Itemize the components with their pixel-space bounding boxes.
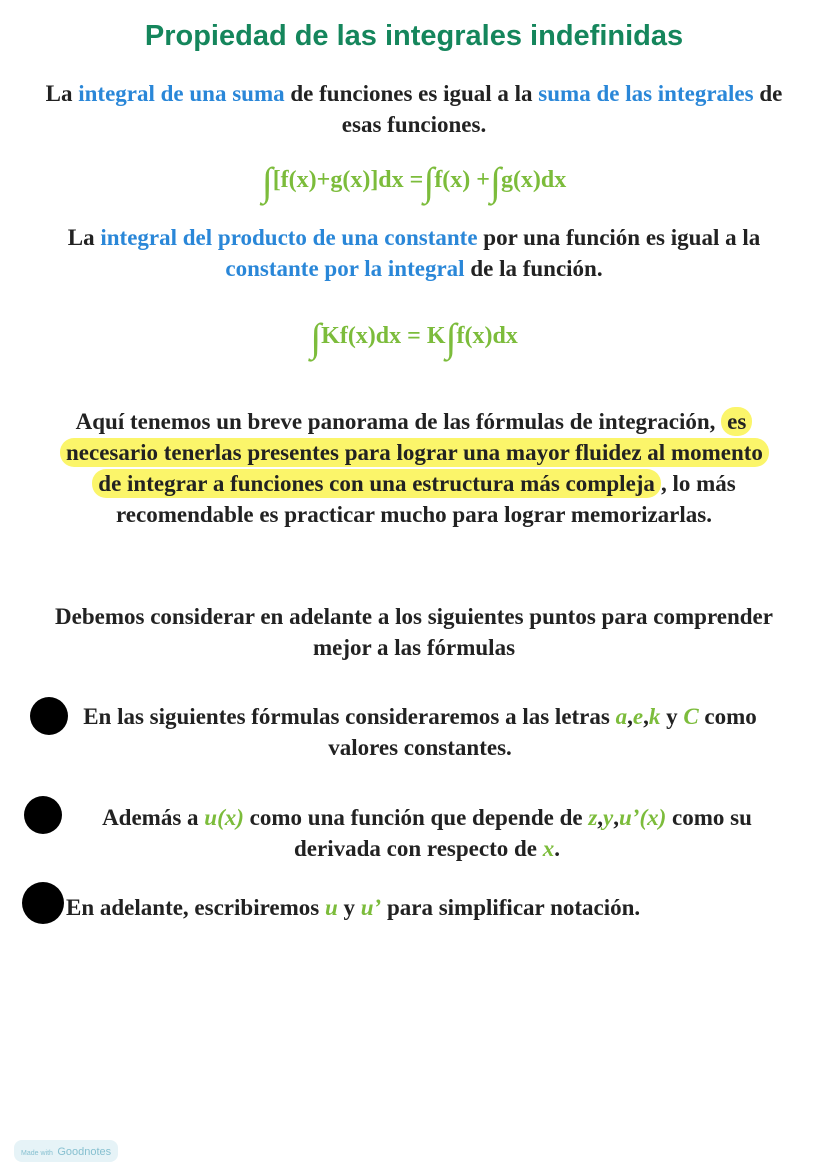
- sum-property-paragraph: La integral de una suma de funciones es igual a la suma de las integrales de esas funciones.: [45, 81, 783, 137]
- integral-symbol: ∫: [310, 315, 322, 360]
- bullet-notation: En adelante, escribiremos u y u’ para simplificar notación.: [66, 895, 641, 920]
- constant-formula: ∫Kf(x)dx = K∫f(x)dx: [310, 315, 518, 360]
- overview-paragraph: Aquí tenemos un breve panorama de las fórmulas de integración, es necesario tenerlas presentes para lograr una mayor fluidez al momento de integrar a funciones con una estructura más compleja , lo más recomendable es practicar mucho para lograr memorizarlas.: [60, 406, 768, 530]
- sum-formula: ∫[f(x)+g(x)]dx =∫f(x) +∫g(x)dx: [261, 159, 567, 204]
- highlighted-text: es necesario tenerlas presentes para lograr una mayor fluidez al momento de integrar a funciones con una estructura más compleja: [60, 407, 769, 498]
- integral-symbol: ∫: [445, 315, 457, 360]
- page-title: Propiedad de las integrales indefinidas: [144, 20, 684, 52]
- goodnotes-brand: Goodnotes: [57, 1146, 112, 1158]
- considerations-paragraph: Debemos considerar en adelante a los siguientes puntos para comprender mejor a las fórmulas: [55, 604, 773, 660]
- constant-integral-term: constante por la integral: [225, 256, 465, 281]
- constant-property-paragraph: La integral del producto de una constante por una función es igual a la constante por la integral de la función.: [67, 225, 761, 281]
- bullet-dot: [22, 882, 64, 924]
- bullet-dot: [30, 697, 68, 735]
- integral-symbol: ∫: [423, 159, 435, 204]
- bullet-function: Además a u(x) como una función que depende de z,y,u’(x) como su derivada con respecto de x.: [102, 805, 752, 861]
- goodnotes-badge: Made with Goodnotes: [14, 1140, 118, 1162]
- bullet-dot: [24, 796, 62, 834]
- product-constant-term: integral del producto de una constante: [100, 225, 478, 250]
- sum-integral-term: integral de una suma: [78, 81, 285, 106]
- integral-symbol: ∫: [261, 159, 273, 204]
- bullet-constants: En las siguientes fórmulas consideraremos a las letras a,e,k y C como valores constantes.: [83, 704, 757, 760]
- integral-symbol: ∫: [489, 159, 501, 204]
- sum-of-integrals-term: suma de las integrales: [538, 81, 754, 106]
